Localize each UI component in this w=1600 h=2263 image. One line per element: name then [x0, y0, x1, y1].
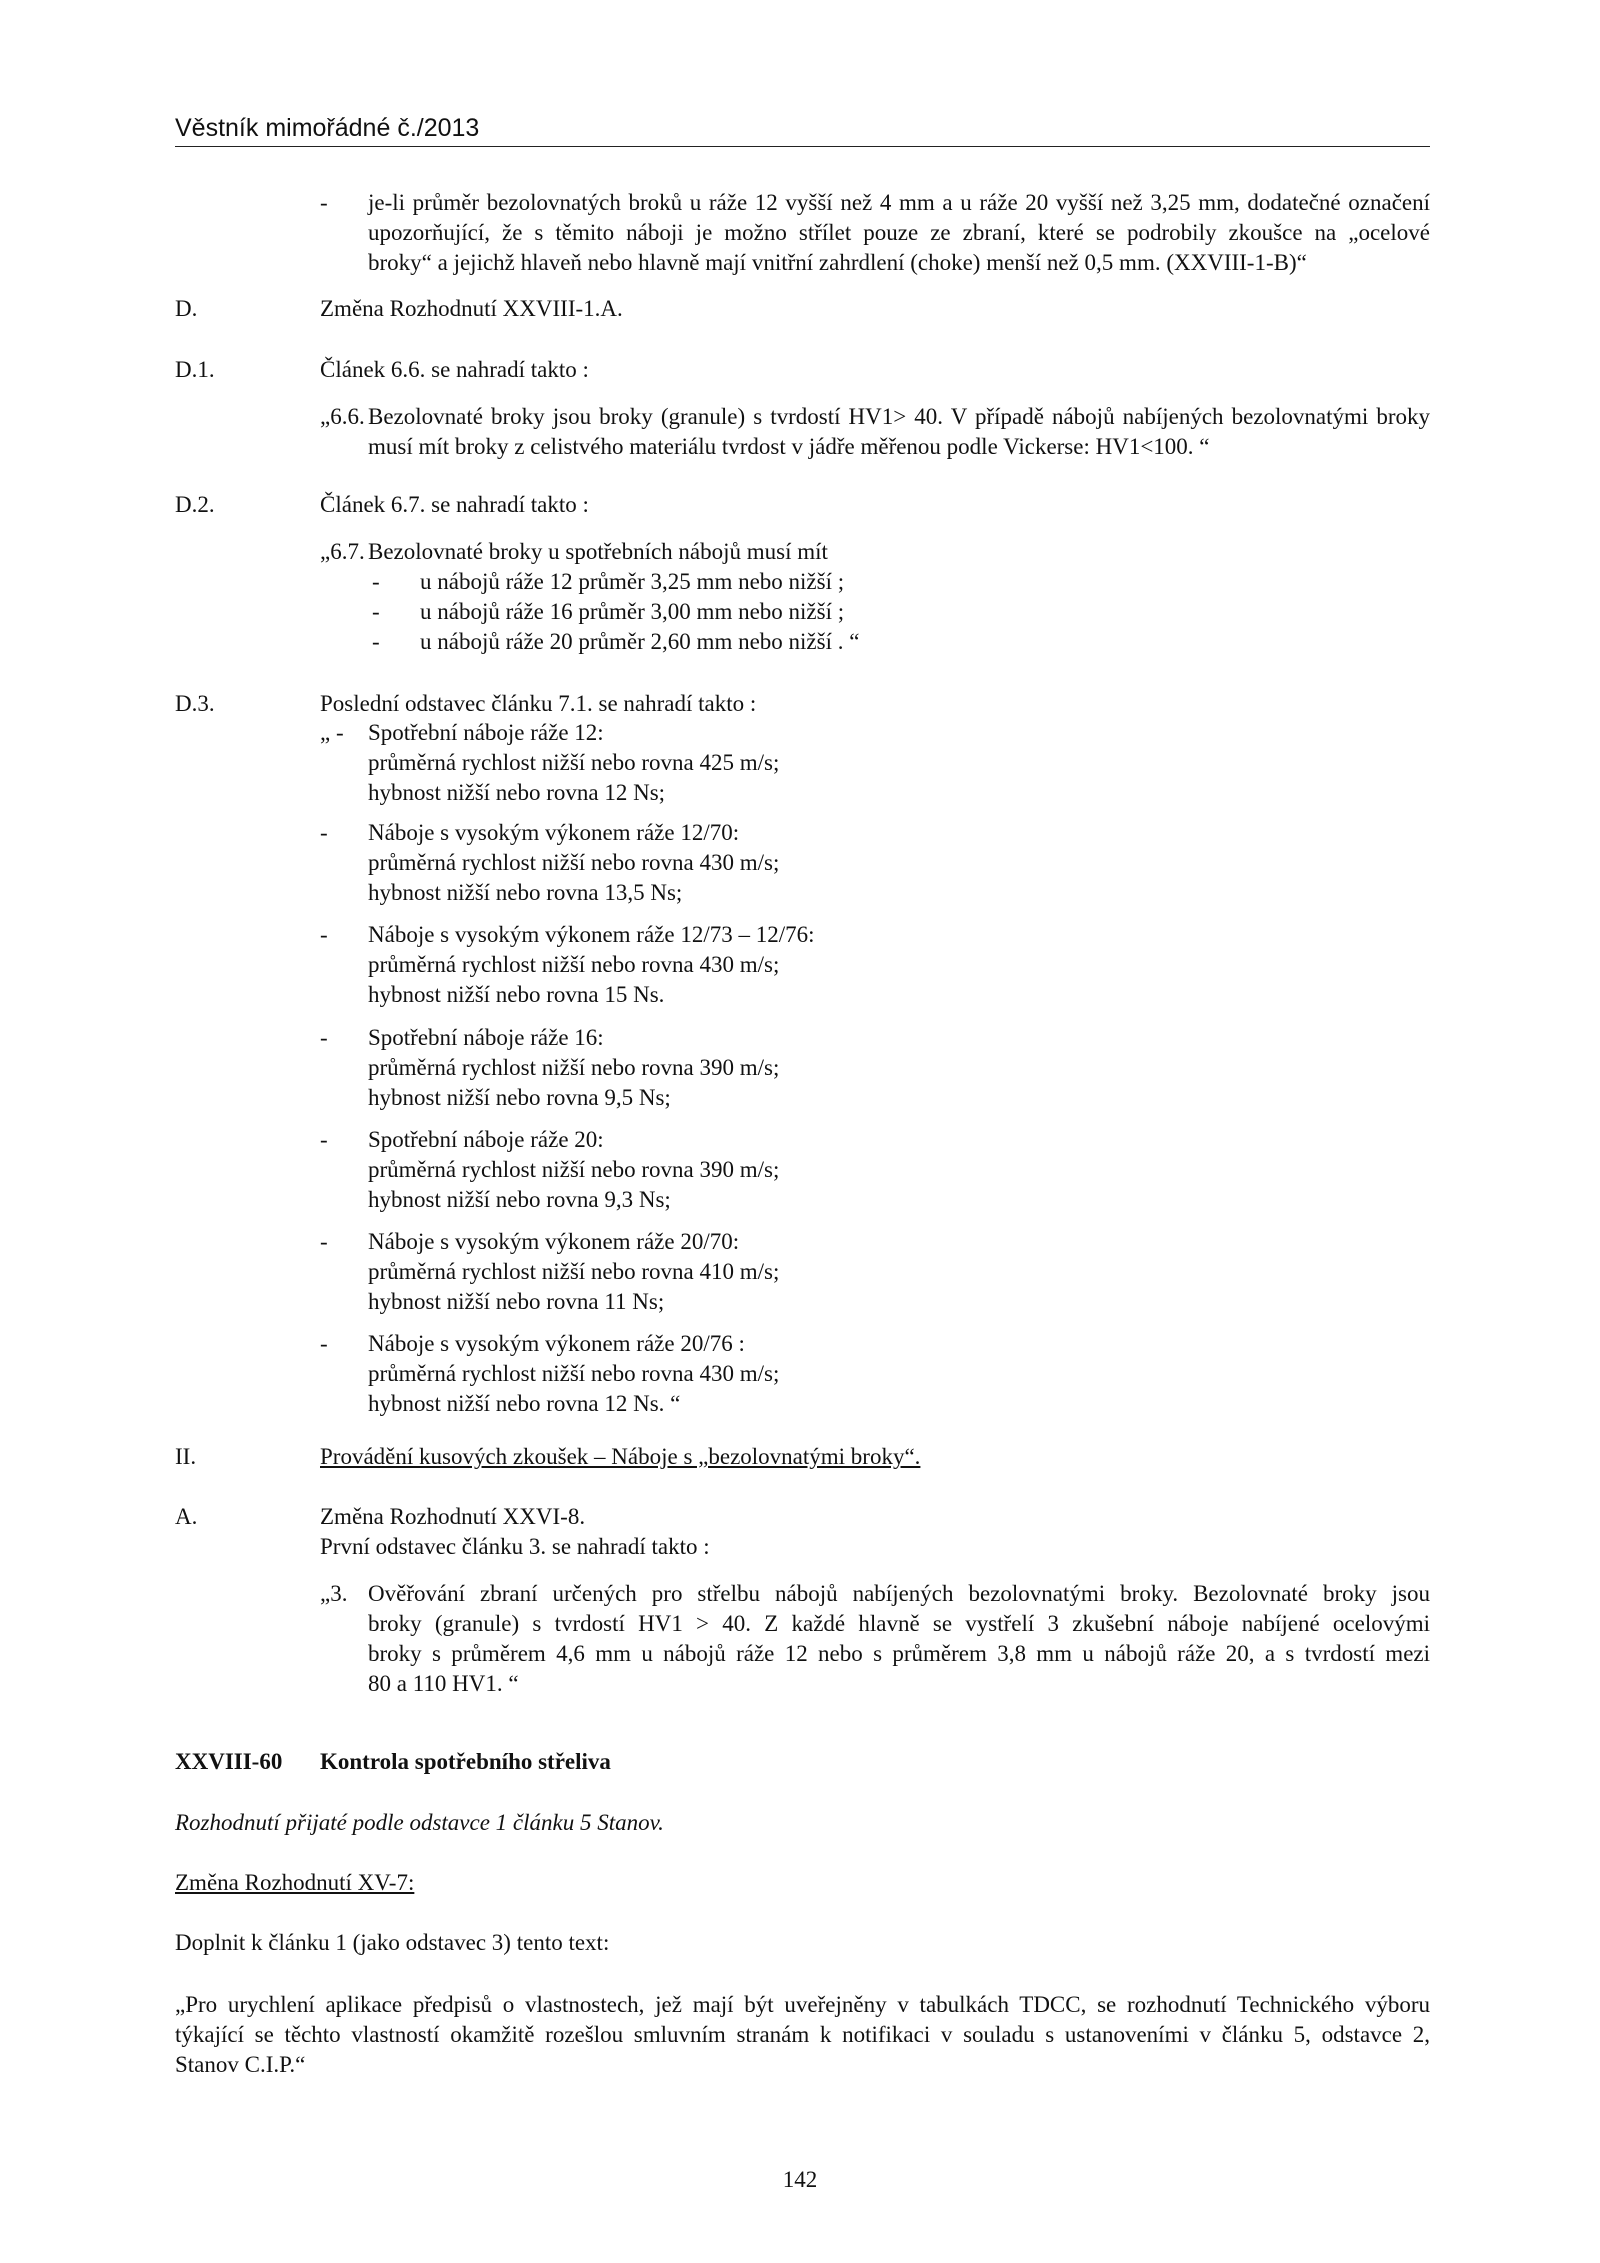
quote-lead: „6.6.: [320, 404, 365, 429]
bullet-dash: -: [320, 190, 328, 215]
text-line: 80 a 110 HV1. “: [368, 1671, 519, 1696]
text-line: Náboje s vysokým výkonem ráže 20/76 :: [368, 1331, 745, 1356]
section-d2-heading: Článek 6.7. se nahradí takto :: [320, 492, 589, 517]
page-number: 142: [782, 2167, 818, 2192]
final-quote: [175, 1990, 1430, 2080]
intro-bullet-text: [368, 188, 1430, 278]
text-line: průměrná rychlost nižší nebo rovna 430 m/s;: [368, 952, 780, 977]
list-block: [368, 818, 1430, 908]
list-block: [368, 1023, 1430, 1113]
list-dash: -: [320, 922, 328, 947]
text-line: hybnost nižší nebo rovna 15 Ns.: [368, 982, 665, 1007]
section-label-d2: D.2.: [175, 492, 215, 517]
text-line: průměrná rychlost nižší nebo rovna 410 m/s;: [368, 1259, 780, 1284]
text-line: Bezolovnaté broky jsou broky (granule) s tvrdostí HV1> 40. V případě nábojů nabíjených bezolovnatými broky: [368, 404, 1430, 429]
list-dash: -: [372, 599, 380, 624]
text-line: hybnost nižší nebo rovna 9,3 Ns;: [368, 1187, 671, 1212]
text-line: průměrná rychlost nižší nebo rovna 425 m/s;: [368, 750, 780, 775]
text-line: průměrná rychlost nižší nebo rovna 390 m/s;: [368, 1157, 780, 1182]
text-line: Ověřování zbraní určených pro střelbu nábojů nabíjených bezolovnatými broky. Bezolovnaté broky jsou: [368, 1581, 1430, 1606]
text-line: hybnost nižší nebo rovna 9,5 Ns;: [368, 1085, 671, 1110]
list-dash: -: [320, 1025, 328, 1050]
section-ii-title: Provádění kusových zkoušek – Náboje s „bezolovnatými broky“.: [320, 1444, 921, 1469]
add-text: Doplnit k článku 1 (jako odstavec 3) tento text:: [175, 1930, 610, 1955]
text-line: týkající se těchto vlastností okamžitě rozešlou smluvním stranám k notifikaci v souladu s ustanoveními v článku 5, odstavce 2,: [175, 2022, 1430, 2047]
list-dash: -: [320, 1331, 328, 1356]
section-label-a: A.: [175, 1504, 198, 1529]
text-line: průměrná rychlost nižší nebo rovna 430 m/s;: [368, 1361, 780, 1386]
section-d3-heading: Poslední odstavec článku 7.1. se nahradí takto :: [320, 691, 757, 716]
text-line: Spotřební náboje ráže 20:: [368, 1127, 604, 1152]
text-line: Náboje s vysokým výkonem ráže 20/70:: [368, 1229, 740, 1254]
section-label-d1: D.1.: [175, 357, 215, 382]
section-a-line1: Změna Rozhodnutí XXVI-8.: [320, 1504, 586, 1529]
text-line: musí mít broky z celistvého materiálu tvrdost v jádře měřenou podle Vickerse: HV1<100. “: [368, 434, 1210, 459]
list-block: [368, 1227, 1430, 1317]
decision-note: Rozhodnutí přijaté podle odstavce 1 článku 5 Stanov.: [175, 1810, 664, 1835]
list-dash: -: [320, 1229, 328, 1254]
text-line: hybnost nižší nebo rovna 11 Ns;: [368, 1289, 665, 1314]
list-dash: -: [320, 1127, 328, 1152]
text-line: „Pro urychlení aplikace předpisů o vlastnostech, jež mají být uveřejněny v tabulkách TDCC, se rozhodnutí Technického výboru: [175, 1992, 1430, 2017]
text-line: hybnost nižší nebo rovna 12 Ns. “: [368, 1391, 681, 1416]
list-block: [368, 1329, 1430, 1419]
text-line: je-li průměr bezolovnatých broků u ráže 12 vyšší než 4 mm a u ráže 20 vyšší než 3,25 mm, dodatečné označení: [368, 190, 1430, 215]
list-dash: -: [372, 629, 380, 654]
text-line: Náboje s vysokým výkonem ráže 12/70:: [368, 820, 740, 845]
section-number: XXVIII-60: [175, 1749, 283, 1774]
text-line: Spotřební náboje ráže 12:: [368, 720, 604, 745]
change-heading: Změna Rozhodnutí XV-7:: [175, 1870, 415, 1895]
section-label-ii: II.: [175, 1444, 197, 1469]
text-line: broky s průměrem 4,6 mm u nábojů ráže 12 nebo s průměrem 3,8 mm u nábojů ráže 20, a s tvrdostí mezi: [368, 1641, 1430, 1666]
text-line: průměrná rychlost nižší nebo rovna 430 m/s;: [368, 850, 780, 875]
quote-lead: „6.7.: [320, 539, 365, 564]
quote-lead: „3.: [320, 1581, 348, 1606]
d2-quote-first: Bezolovnaté broky u spotřebních nábojů musí mít: [368, 539, 828, 564]
page-header: Věstník mimořádné č./2013: [175, 112, 1430, 147]
list-dash: -: [320, 820, 328, 845]
section-label-d3: D.3.: [175, 691, 215, 716]
text-line: upozorňující, že s těmito náboji je možno střílet pouze ze zbraní, které se podrobily zkoušce na „ocelové: [368, 220, 1430, 245]
text-line: broky“ a jejichž hlaveň nebo hlavně mají vnitřní zahrdlení (choke) menší než 0,5 mm. (XXVIII-1-B)“: [368, 250, 1307, 275]
text-line: broky (granule) s tvrdostí HV1 > 40. Z každé hlavně se vystřelí 3 zkušební náboje nabíjené ocelovými: [368, 1611, 1430, 1636]
text-line: Stanov C.I.P.“: [175, 2052, 306, 2077]
list-item: u nábojů ráže 12 průměr 3,25 mm nebo nižší ;: [420, 569, 845, 594]
section-a-line2: První odstavec článku 3. se nahradí takto :: [320, 1534, 710, 1559]
text-line: Spotřební náboje ráže 16:: [368, 1025, 604, 1050]
d1-quote: [368, 402, 1430, 462]
text-line: hybnost nižší nebo rovna 13,5 Ns;: [368, 880, 683, 905]
list-block: [368, 920, 1430, 1010]
text-line: Náboje s vysokým výkonem ráže 12/73 – 12/76:: [368, 922, 815, 947]
list-dash: -: [372, 569, 380, 594]
list-block: [368, 718, 1430, 808]
section-d-text: Změna Rozhodnutí XXVIII-1.A.: [320, 296, 623, 321]
text-line: průměrná rychlost nižší nebo rovna 390 m/s;: [368, 1055, 780, 1080]
a-quote: [368, 1579, 1430, 1699]
section-d1-heading: Článek 6.6. se nahradí takto :: [320, 357, 589, 382]
list-dash: „ -: [320, 720, 344, 745]
section-title: Kontrola spotřebního střeliva: [320, 1749, 611, 1774]
section-label-d: D.: [175, 296, 198, 321]
list-item: u nábojů ráže 16 průměr 3,00 mm nebo nižší ;: [420, 599, 845, 624]
list-item: u nábojů ráže 20 průměr 2,60 mm nebo nižší . “: [420, 629, 860, 654]
text-line: hybnost nižší nebo rovna 12 Ns;: [368, 780, 666, 805]
list-block: [368, 1125, 1430, 1215]
